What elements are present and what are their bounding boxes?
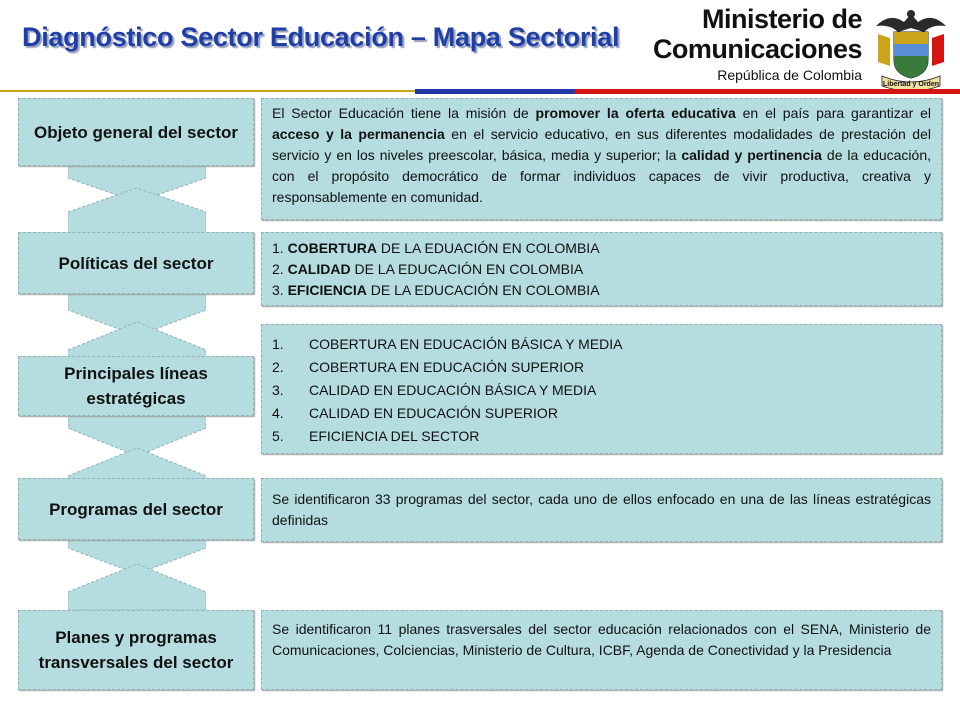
strategy-item-4: 4. CALIDAD EN EDUCACIÓN SUPERIOR	[272, 405, 558, 421]
body-text: en el país para garantizar el	[735, 105, 931, 121]
policy-item-1: 1. COBERTURA DE LA EDUACIÓN EN COLOMBIA	[272, 240, 600, 256]
section-content-programas: Se identificaron 33 programas del sector, cada uno de ellos enfocado en una de las líneas estratégicas definidas	[261, 478, 942, 542]
section-content-lineas	[261, 324, 942, 454]
ministry-line3: República de Colombia	[717, 67, 862, 83]
section-label-politicas: Políticas del sector	[18, 232, 254, 294]
section-label-objeto: Objeto general del sector	[18, 98, 254, 166]
strategy-item-5: 5. EFICIENCIA DEL SECTOR	[272, 428, 480, 444]
body-text: de la educación, con el propósito democrático de formar individuos capaces de vivir productiva, creativa y responsablemente en comunidad.	[272, 147, 931, 205]
emphasis-text: calidad y pertinencia	[681, 147, 822, 163]
strategy-item-2: 2. COBERTURA EN EDUCACIÓN SUPERIOR	[272, 359, 585, 375]
section-label-programas: Programas del sector	[18, 478, 254, 540]
emphasis-text: promover la oferta educativa	[535, 105, 736, 121]
policy-item-3: 3. EFICIENCIA DE LA EDUCACIÓN EN COLOMBIA	[272, 282, 600, 298]
strategy-item-3: 3. CALIDAD EN EDUCACIÓN BÁSICA Y MEDIA	[272, 382, 597, 398]
ministry-line2: Comunicaciones	[652, 34, 862, 64]
ministry-line1: Ministerio de	[701, 4, 862, 34]
body-text: en el servicio educativo, en sus diferentes modalidades de prestación del servicio y en los niveles preescolar, básica, media y superior; la	[272, 126, 931, 163]
body-text: El Sector Educación tiene la misión de	[272, 105, 536, 121]
section-content-planes: Se identificaron 11 planes trasversales del sector educación relacionados con el SENA, Ministerio de Comunicaciones, Colciencias, Ministerio de Cultura, ICBF, Agenda de Conectividad y la Presidencia	[261, 610, 942, 690]
page-title: Diagnóstico Sector Educación – Mapa Sectorial	[22, 22, 620, 52]
section-label-planes: Planes y programas transversales del sector	[18, 610, 254, 690]
coat-of-arms-icon	[870, 4, 952, 92]
shield-motto: Libertad y Orden	[882, 81, 940, 88]
section-content-objeto	[261, 98, 942, 220]
header-stripes	[0, 89, 960, 94]
policy-item-2: 2. CALIDAD DE LA EDUCACIÓN EN COLOMBIA	[272, 261, 584, 277]
section-content-politicas	[261, 232, 942, 306]
emphasis-text: acceso y la permanencia	[272, 126, 445, 142]
strategy-item-1: 1. COBERTURA EN EDUCACIÓN BÁSICA Y MEDIA	[272, 336, 623, 352]
ministry-logo-text	[653, 4, 862, 84]
section-label-lineas: Principales líneas estratégicas	[18, 356, 254, 416]
